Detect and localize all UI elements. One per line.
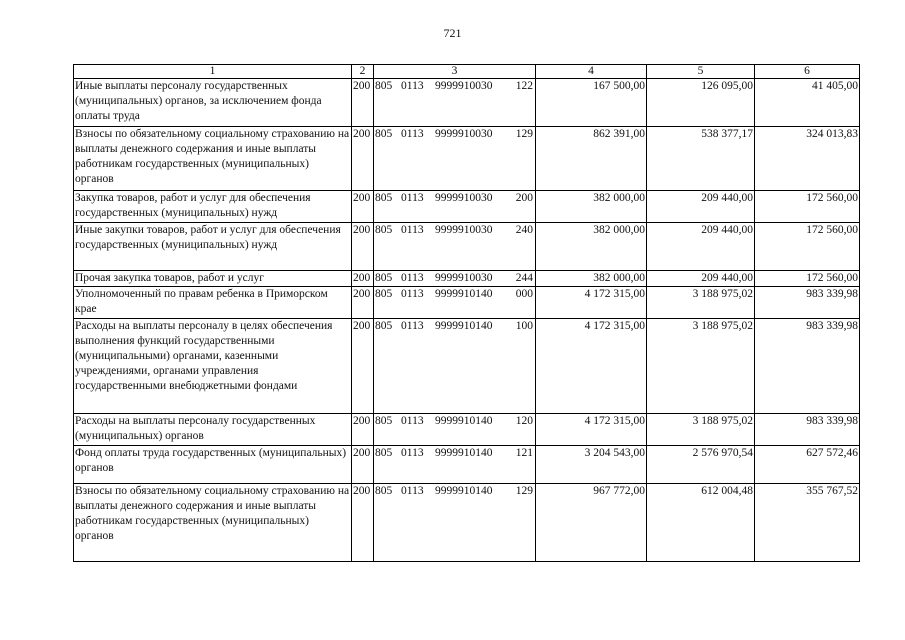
amount-col5-cell: 3 188 975,02 bbox=[647, 414, 755, 446]
amount-col6-cell: 41 405,00 bbox=[755, 79, 860, 127]
subsection-code: 0113 bbox=[401, 192, 424, 204]
amount-col4-cell: 382 000,00 bbox=[536, 271, 647, 287]
amount-col4-cell: 382 000,00 bbox=[536, 191, 647, 223]
column-header: 4 bbox=[536, 65, 647, 79]
section-code: 805 bbox=[375, 485, 393, 497]
subsection-code: 0113 bbox=[401, 288, 424, 300]
amount-col5-cell: 126 095,00 bbox=[647, 79, 755, 127]
section-code: 805 bbox=[375, 80, 393, 92]
table-row bbox=[74, 484, 860, 562]
amount-col5-cell: 3 188 975,02 bbox=[647, 287, 755, 319]
section-code: 805 bbox=[375, 192, 393, 204]
section-code: 805 bbox=[375, 415, 393, 427]
target-item-code: 9999910140 bbox=[435, 447, 493, 459]
subsection-code: 0113 bbox=[401, 80, 424, 92]
table-header-row bbox=[74, 65, 860, 79]
page-number: 721 bbox=[443, 26, 462, 40]
row-name-cell: Закупка товаров, работ и услуг для обеспечения государственных (муниципальных) нужд bbox=[74, 191, 352, 223]
subsection-code: 0113 bbox=[401, 224, 424, 236]
amount-col4-cell: 3 204 543,00 bbox=[536, 446, 647, 484]
target-item-code: 9999910140 bbox=[435, 288, 493, 300]
amount-col6-cell: 172 560,00 bbox=[755, 223, 860, 271]
budget-code-cell bbox=[374, 319, 536, 414]
amount-col5-cell: 209 440,00 bbox=[647, 223, 755, 271]
expense-type-code: 000 bbox=[515, 288, 533, 300]
expense-type-code: 200 bbox=[515, 192, 533, 204]
row-name-cell: Иные закупки товаров, работ и услуг для обеспечения государственных (муниципальных) нужд bbox=[74, 223, 352, 271]
expense-type-code: 129 bbox=[515, 128, 533, 140]
subsection-code: 0113 bbox=[401, 485, 424, 497]
amount-col4-cell: 4 172 315,00 bbox=[536, 414, 647, 446]
row-name-cell: Взносы по обязательному социальному страхованию на выплаты денежного содержания и иные выплаты работникам государственных (муниципальных) органов bbox=[74, 127, 352, 191]
row-name-cell: Расходы на выплаты персоналу государственных (муниципальных) органов bbox=[74, 414, 352, 446]
budget-table bbox=[73, 64, 860, 562]
amount-col4-cell: 862 391,00 bbox=[536, 127, 647, 191]
expense-type-code: 129 bbox=[515, 485, 533, 497]
section-code: 805 bbox=[375, 128, 393, 140]
expense-type-code: 120 bbox=[515, 415, 533, 427]
target-item-code: 9999910030 bbox=[435, 192, 493, 204]
amount-col6-cell: 983 339,98 bbox=[755, 287, 860, 319]
target-item-code: 9999910140 bbox=[435, 485, 493, 497]
budget-code-cell bbox=[374, 271, 536, 287]
amount-col5-cell: 209 440,00 bbox=[647, 271, 755, 287]
budget-code-cell bbox=[374, 79, 536, 127]
row-name-cell: Уполномоченный по правам ребенка в Приморском крае bbox=[74, 287, 352, 319]
budget-code-cell bbox=[374, 287, 536, 319]
amount-col4-cell: 167 500,00 bbox=[536, 79, 647, 127]
amount-col5-cell: 2 576 970,54 bbox=[647, 446, 755, 484]
subsection-code: 0113 bbox=[401, 128, 424, 140]
budget-code-cell bbox=[374, 446, 536, 484]
grbs-code-cell: 200 bbox=[352, 484, 374, 562]
budget-code-cell bbox=[374, 223, 536, 271]
table-row bbox=[74, 127, 860, 191]
expense-type-code: 122 bbox=[515, 80, 533, 92]
grbs-code-cell: 200 bbox=[352, 271, 374, 287]
section-code: 805 bbox=[375, 288, 393, 300]
amount-col5-cell: 538 377,17 bbox=[647, 127, 755, 191]
grbs-code-cell: 200 bbox=[352, 287, 374, 319]
target-item-code: 9999910030 bbox=[435, 80, 493, 92]
column-header: 6 bbox=[755, 65, 860, 79]
amount-col4-cell: 4 172 315,00 bbox=[536, 287, 647, 319]
column-header: 5 bbox=[647, 65, 755, 79]
grbs-code-cell: 200 bbox=[352, 446, 374, 484]
table-row bbox=[74, 446, 860, 484]
amount-col6-cell: 983 339,98 bbox=[755, 414, 860, 446]
amount-col6-cell: 355 767,52 bbox=[755, 484, 860, 562]
row-name-cell: Взносы по обязательному социальному страхованию на выплаты денежного содержания и иные выплаты работникам государственных (муниципальных) органов bbox=[74, 484, 352, 562]
amount-col6-cell: 983 339,98 bbox=[755, 319, 860, 414]
grbs-code-cell: 200 bbox=[352, 414, 374, 446]
table-row bbox=[74, 319, 860, 414]
row-name-cell: Фонд оплаты труда государственных (муниципальных) органов bbox=[74, 446, 352, 484]
expense-type-code: 121 bbox=[515, 447, 533, 459]
target-item-code: 9999910030 bbox=[435, 128, 493, 140]
grbs-code-cell: 200 bbox=[352, 223, 374, 271]
column-header: 1 bbox=[74, 65, 352, 79]
expense-type-code: 240 bbox=[515, 224, 533, 236]
expense-type-code: 100 bbox=[515, 320, 533, 332]
section-code: 805 bbox=[375, 272, 393, 284]
subsection-code: 0113 bbox=[401, 447, 424, 459]
column-header: 2 bbox=[352, 65, 374, 79]
section-code: 805 bbox=[375, 224, 393, 236]
subsection-code: 0113 bbox=[401, 272, 424, 284]
grbs-code-cell: 200 bbox=[352, 191, 374, 223]
target-item-code: 9999910140 bbox=[435, 415, 493, 427]
expense-type-code: 244 bbox=[515, 272, 533, 284]
table-row bbox=[74, 271, 860, 287]
table-row bbox=[74, 287, 860, 319]
column-header: 3 bbox=[374, 65, 536, 79]
section-code: 805 bbox=[375, 447, 393, 459]
amount-col4-cell: 382 000,00 bbox=[536, 223, 647, 271]
grbs-code-cell: 200 bbox=[352, 127, 374, 191]
amount-col6-cell: 172 560,00 bbox=[755, 191, 860, 223]
budget-code-cell bbox=[374, 414, 536, 446]
amount-col6-cell: 172 560,00 bbox=[755, 271, 860, 287]
amount-col5-cell: 612 004,48 bbox=[647, 484, 755, 562]
table-row bbox=[74, 79, 860, 127]
table-row bbox=[74, 191, 860, 223]
row-name-cell: Расходы на выплаты персоналу в целях обеспечения выполнения функций государственными (муниципальными) органами, казенными учреждениями, органами управления государственными внебюджетными фондами bbox=[74, 319, 352, 414]
table-row bbox=[74, 414, 860, 446]
amount-col4-cell: 4 172 315,00 bbox=[536, 319, 647, 414]
table-row bbox=[74, 223, 860, 271]
subsection-code: 0113 bbox=[401, 320, 424, 332]
amount-col6-cell: 627 572,46 bbox=[755, 446, 860, 484]
budget-code-cell bbox=[374, 191, 536, 223]
grbs-code-cell: 200 bbox=[352, 79, 374, 127]
amount-col5-cell: 209 440,00 bbox=[647, 191, 755, 223]
target-item-code: 9999910140 bbox=[435, 320, 493, 332]
amount-col5-cell: 3 188 975,02 bbox=[647, 319, 755, 414]
section-code: 805 bbox=[375, 320, 393, 332]
table-body bbox=[74, 65, 860, 562]
budget-code-cell bbox=[374, 127, 536, 191]
subsection-code: 0113 bbox=[401, 415, 424, 427]
budget-code-cell bbox=[374, 484, 536, 562]
amount-col6-cell: 324 013,83 bbox=[755, 127, 860, 191]
target-item-code: 9999910030 bbox=[435, 224, 493, 236]
grbs-code-cell: 200 bbox=[352, 319, 374, 414]
row-name-cell: Прочая закупка товаров, работ и услуг bbox=[74, 271, 352, 287]
row-name-cell: Иные выплаты персоналу государственных (муниципальных) органов, за исключением фонда оплаты труда bbox=[74, 79, 352, 127]
target-item-code: 9999910030 bbox=[435, 272, 493, 284]
amount-col4-cell: 967 772,00 bbox=[536, 484, 647, 562]
